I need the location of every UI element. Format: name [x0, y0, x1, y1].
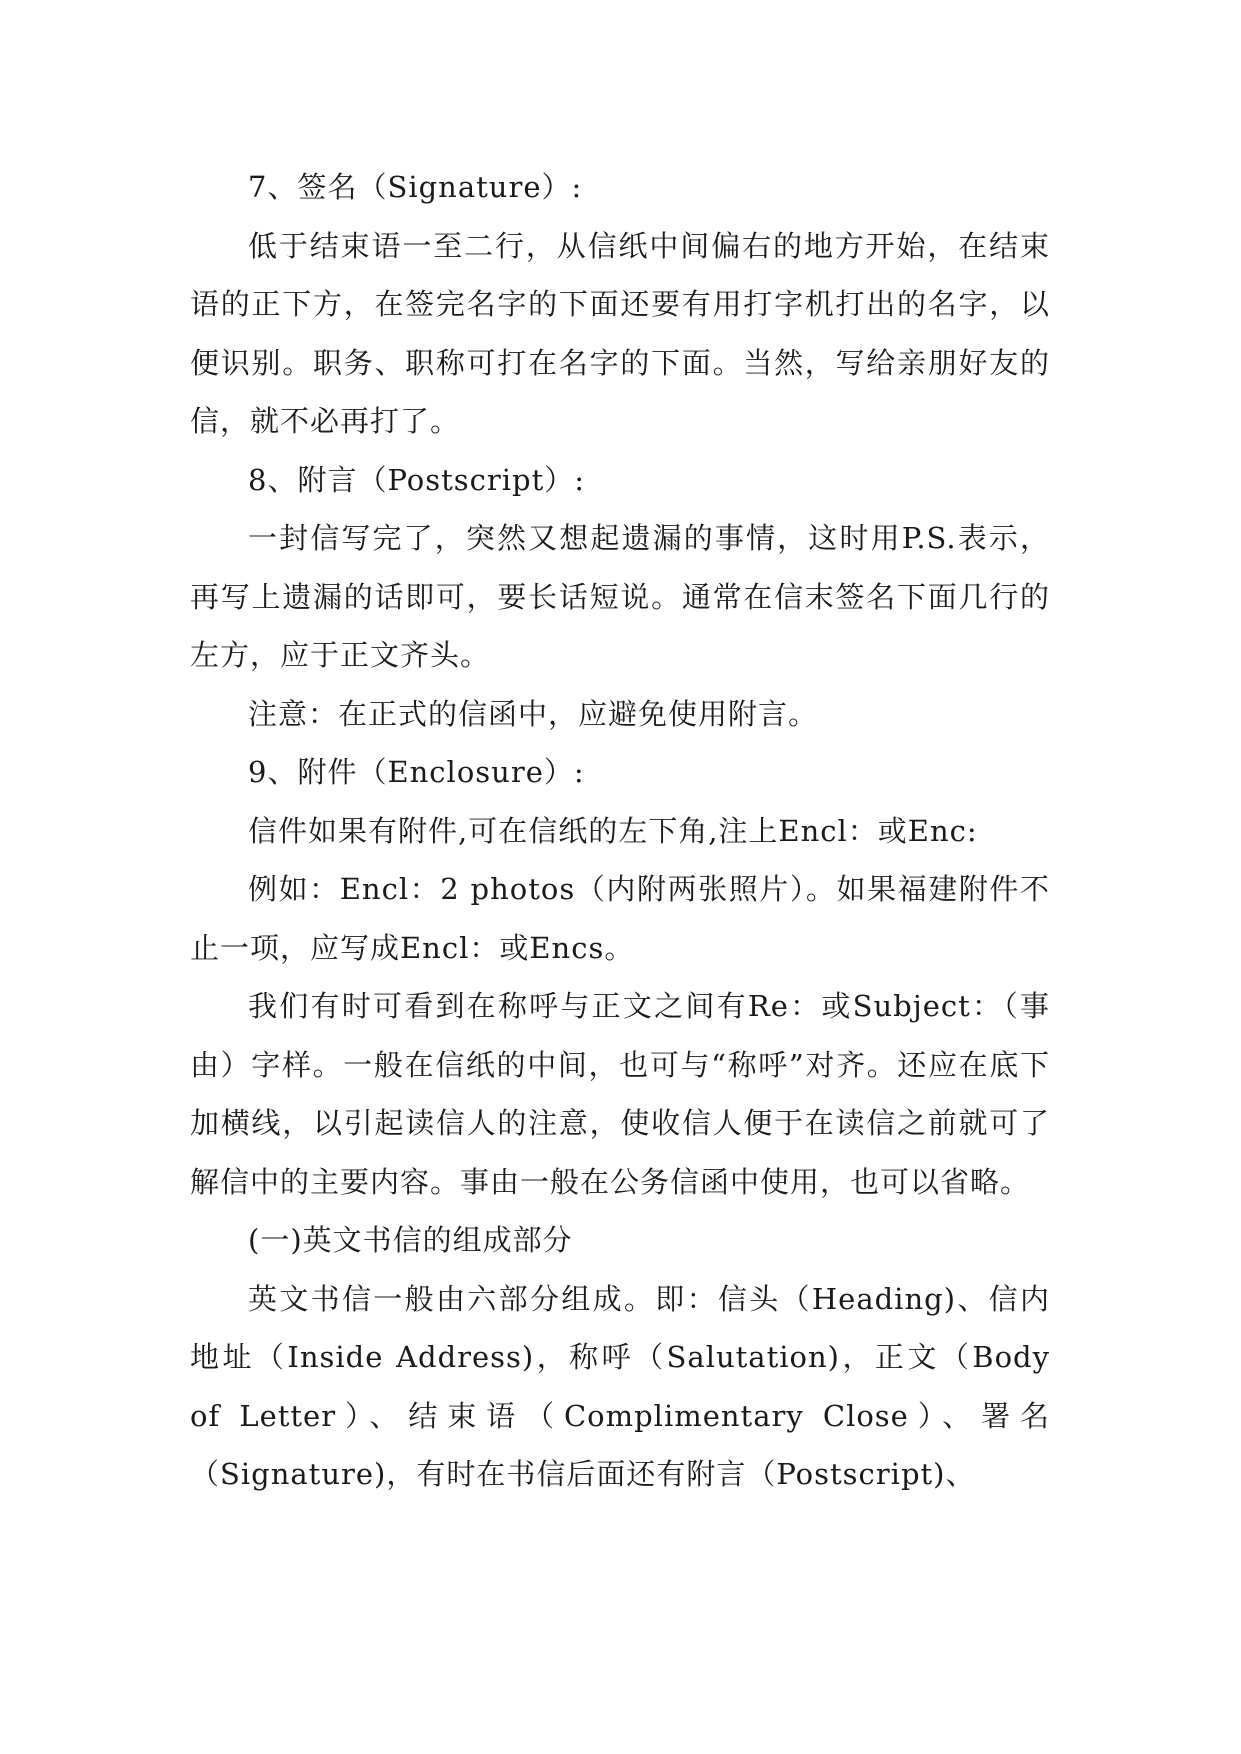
paragraph-signature-text: 低于结束语一至二行，从信纸中间偏右的地方开始，在结束语的正下方，在签完名字的下面还要有用打字机打出的名字，以便识别。职务、职称可打在名字的下面。当然，写给亲朋好友的信，就不必再打了。 [190, 228, 1050, 438]
paragraph-postscript-text: 一封信写完了，突然又想起遗漏的事情，这时用P.S.表示，再写上遗漏的话即可，要长话短说。通常在信末签名下面几行的左方，应于正文齐头。 [190, 521, 1050, 672]
paragraph-subject-line: 我们有时可看到在称呼与正文之间有Re：或Subject：（事由）字样。一般在信纸的中间，也可与“称呼”对齐。还应在底下加横线，以引起读信人的注意，使收信人便于在读信之前就可了解信中的主要内容。事由一般在公务信函中使用，也可以省略。 [190, 989, 1050, 1199]
document-body [190, 158, 1050, 1504]
heading-enclosure: 9、附件（Enclosure）: [248, 755, 585, 789]
paragraph-enclosure-text: 信件如果有附件,可在信纸的左下角,注上Encl：或Enc: [248, 813, 978, 848]
paragraph-letter-parts: 英文书信一般由六部分组成。即：信头（Heading)、信内地址（Inside Address)，称呼（Salutation)，正文（Body of Letter）、结束语（Complimentary Close）、署名（Signature)，有时在书信后面还有附言（Postscript)、 [190, 1281, 1050, 1491]
paragraph-postscript-note: 注意：在正式的信函中，应避免使用附言。 [248, 696, 819, 731]
heading-postscript: 8、附言（Postscript）: [248, 462, 586, 497]
heading-signature: 7、签名（Signature）: [248, 170, 583, 204]
paragraph-enclosure-example: 例如：Encl：2 photos（内附两张照片）。如果福建附件不止一项，应写成Encl：或Encs。 [190, 872, 1050, 965]
heading-letter-parts: (一)英文书信的组成部分 [248, 1223, 573, 1257]
